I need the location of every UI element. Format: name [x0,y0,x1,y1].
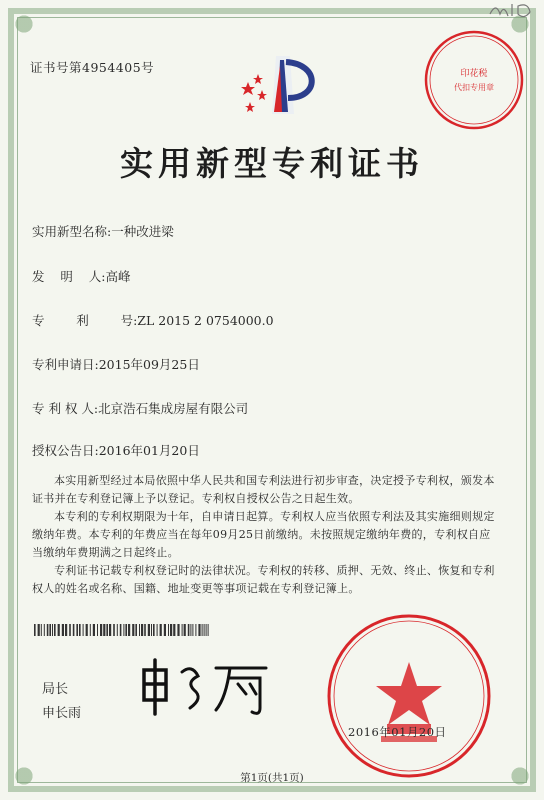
body-paragraph: 本实用新型经过本局依照中华人民共和国专利法进行初步审查，决定授予专利权，颁发本证书并在专利登记簿上予以登记。专利权自授权公告之日起生效。 [32,474,495,505]
grant-date-field [32,441,200,459]
patent-number-label: 专 利 号: [32,313,138,328]
inventor-value: 高峰 [105,269,131,284]
svg-text:印花税: 印花税 [460,69,488,79]
signature-title: 局长 [42,682,69,697]
filing-date-label: 专利申请日: [32,357,99,372]
signatory-name: 申长雨 [42,706,82,721]
utility-name-value: 一种改进梁 [111,224,174,239]
utility-name-label: 实用新型名称: [32,224,112,239]
grant-date-label: 授权公告日: [32,443,99,458]
tax-office-seal [422,28,526,132]
patentee-field [32,399,248,417]
corner-ornament [4,4,44,44]
national-ip-office-seal [325,612,493,780]
certificate-number: 证书号第4954405号 [30,60,155,75]
seal-date: 2016年01月20日 [348,725,447,739]
certificate-body [32,472,500,598]
patentee-value: 北京浩石集成房屋有限公司 [98,401,249,416]
svg-text:代扣专用章: 代扣专用章 [454,83,494,92]
grant-date-value: 2016年01月20日 [98,443,200,458]
patent-number-value: ZL 2015 2 0754000.0 [137,313,274,328]
patent-office-logo [228,52,323,132]
patent-number-field [32,311,274,329]
page-title: 实用新型专利证书 [120,144,424,183]
director-signature [138,656,273,716]
inventor-field [32,267,131,285]
body-paragraph: 专利证书记载专利权登记时的法律状况。专利权的转移、质押、无效、终止、恢复和专利权人的姓名或名称、国籍、地址变更等事项记载在专利登记簿上。 [32,564,495,595]
page-footer: 第1页(共1页) [240,772,304,784]
patentee-label: 专 利 权 人: [32,401,99,416]
handwritten-mark [486,0,544,20]
utility-name-field [32,222,174,240]
barcode [34,624,210,636]
filing-date-value: 2015年09月25日 [98,357,200,372]
body-paragraph: 本专利的专利权期限为十年，自申请日起算。专利权人应当依照专利法及其实施细则规定缴纳年费。本专利的年费应当在每年09月25日前缴纳。未按照规定缴纳年费的，专利权自应当缴纳年费期满之日起终止。 [32,510,495,559]
inventor-label: 发 明 人: [32,269,106,284]
filing-date-field [32,355,200,373]
